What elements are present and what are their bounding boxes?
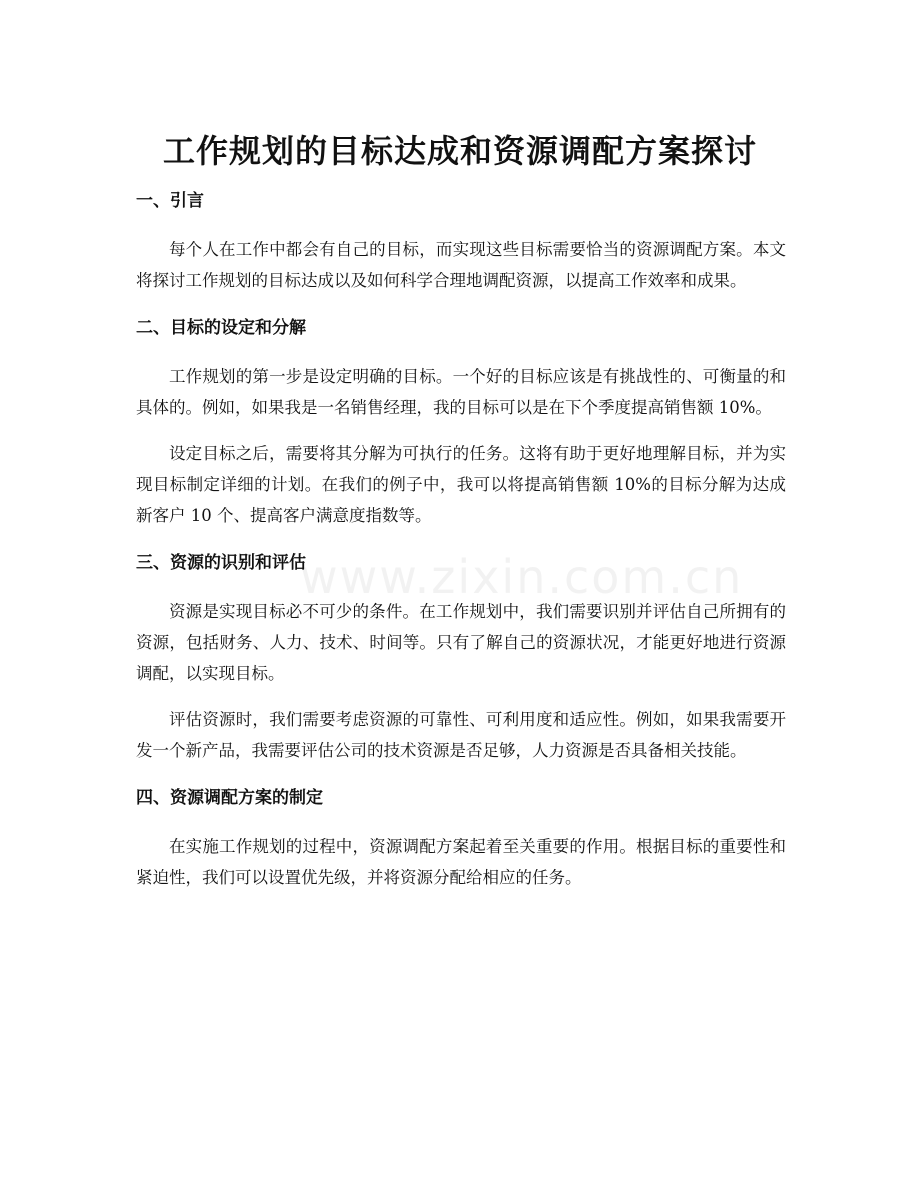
- watermark: www.zixin.com.cn: [300, 550, 744, 604]
- section-resource-assessment: [136, 546, 786, 766]
- section-goal-setting: [136, 311, 786, 531]
- paragraph: 设定目标之后，需要将其分解为可执行的任务。这将有助于更好地理解目标，并为实现目标制定详细的计划。在我们的例子中，我可以将提高销售额 10%的目标分解为达成新客户 10 个、提高客户满意度指数等。: [136, 444, 786, 525]
- section-introduction: [136, 184, 786, 296]
- section-heading: 三、资源的识别和评估: [136, 553, 306, 573]
- document-body: [136, 184, 786, 908]
- section-heading: 四、资源调配方案的制定: [136, 788, 323, 808]
- paragraph: 资源是实现目标必不可少的条件。在工作规划中，我们需要识别并评估自己所拥有的资源，包括财务、人力、技术、时间等。只有了解自己的资源状况，才能更好地进行资源调配，以实现目标。: [136, 602, 786, 683]
- paragraph: 工作规划的第一步是设定明确的目标。一个好的目标应该是有挑战性的、可衡量的和具体的。例如，如果我是一名销售经理，我的目标可以是在下个季度提高销售额 10%。: [136, 367, 786, 417]
- paragraph: 在实施工作规划的过程中，资源调配方案起着至关重要的作用。根据目标的重要性和紧迫性，我们可以设置优先级，并将资源分配给相应的任务。: [136, 837, 786, 887]
- section-heading: 二、目标的设定和分解: [136, 318, 306, 338]
- paragraph: 评估资源时，我们需要考虑资源的可靠性、可利用度和适应性。例如，如果我需要开发一个新产品，我需要评估公司的技术资源是否足够，人力资源是否具备相关技能。: [136, 710, 786, 760]
- paragraph: 每个人在工作中都会有自己的目标，而实现这些目标需要恰当的资源调配方案。本文将探讨工作规划的目标达成以及如何科学合理地调配资源，以提高工作效率和成果。: [136, 240, 786, 290]
- document-title: 工作规划的目标达成和资源调配方案探讨: [162, 132, 757, 171]
- section-heading: 一、引言: [136, 191, 204, 211]
- section-resource-allocation: [136, 781, 786, 893]
